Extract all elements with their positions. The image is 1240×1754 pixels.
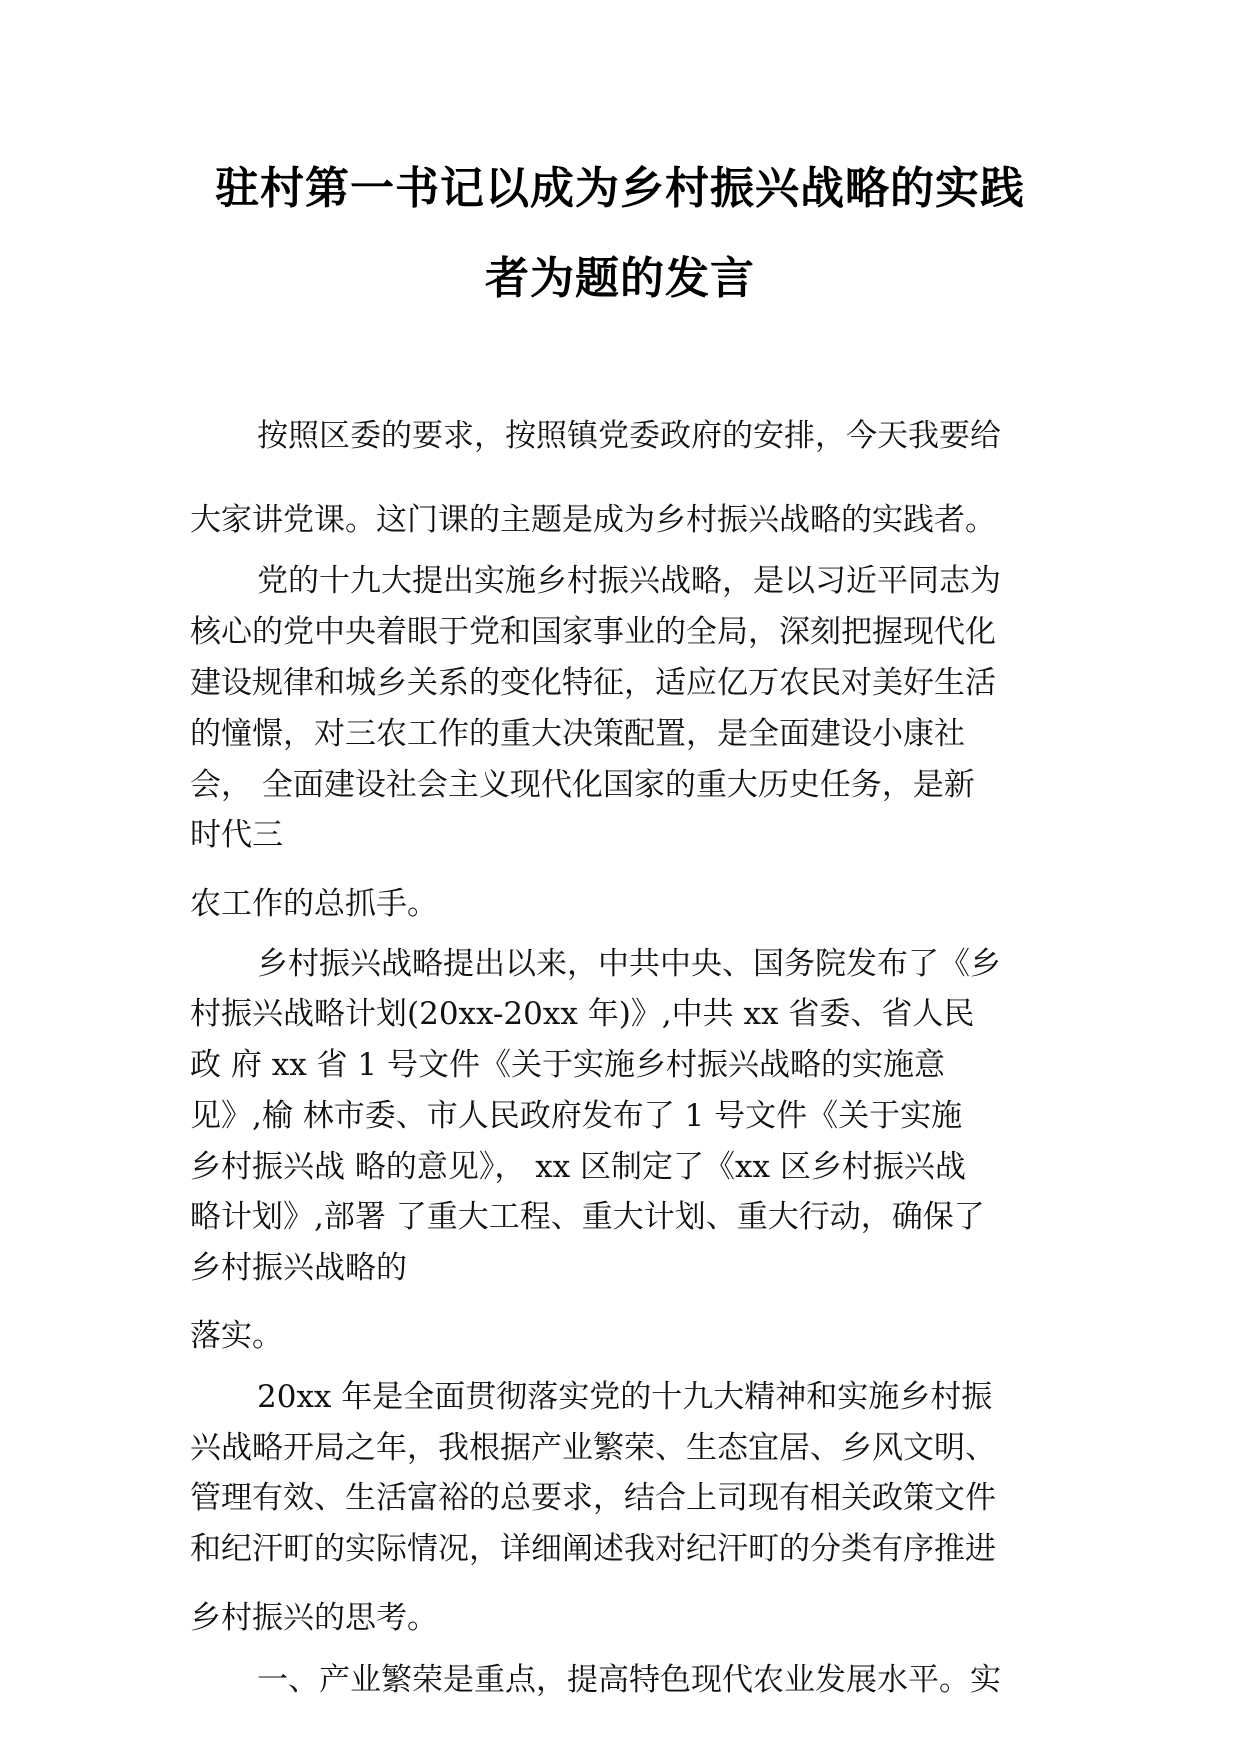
paragraph-line: 村振兴战略计划(20xx-20xx 年)》,中共 xx 省委、省人民 — [190, 996, 975, 1032]
paragraph-line: 一、产业繁荣是重点，提高特色现代农业发展水平。实 — [257, 1662, 1001, 1698]
document-title-line-2: 者为题的发言 — [485, 253, 755, 304]
paragraph-line: 见》,榆 林市委、市人民政府发布了 1 号文件《关于实施 — [190, 1098, 963, 1134]
paragraph-line: 建设规律和城乡关系的变化特征，适应亿万农民对美好生活 — [190, 665, 996, 701]
paragraph-line: 政 府 xx 省 1 号文件《关于实施乡村振兴战略的实施意 — [190, 1047, 945, 1083]
paragraph-line: 兴战略开局之年，我根据产业繁荣、生态宜居、乡风文明、 — [190, 1430, 996, 1466]
paragraph-line: 的憧憬，对三农工作的重大决策配置，是全面建设小康社 — [190, 716, 965, 752]
paragraph-line: 和纪汗町的实际情况，详细阐述我对纪汗町的分类有序推进 — [190, 1531, 996, 1567]
paragraph-line: 乡村振兴战略的 — [190, 1250, 407, 1286]
paragraph-line: 落实。 — [190, 1318, 283, 1354]
paragraph-line: 乡村振兴战 略的意见》， xx 区制定了《xx 区乡村振兴战 — [190, 1149, 966, 1185]
paragraph-line: 乡村振兴的思考。 — [190, 1600, 438, 1636]
paragraph-line: 农工作的总抓手。 — [190, 886, 438, 922]
paragraph-line: 乡村振兴战略提出以来，中共中央、国务院发布了《乡 — [257, 946, 1001, 982]
paragraph-line: 管理有效、生活富裕的总要求，结合上司现有相关政策文件 — [190, 1480, 996, 1516]
paragraph-line: 大家讲党课。这门课的主题是成为乡村振兴战略的实践者。 — [190, 502, 996, 538]
paragraph-line: 党的十九大提出实施乡村振兴战略，是以习近平同志为 — [257, 563, 1001, 599]
document-title-line-1: 驻村第一书记以成为乡村振兴战略的实践 — [215, 163, 1025, 214]
paragraph-line: 核心的党中央着眼于党和国家事业的全局，深刻把握现代化 — [190, 614, 996, 650]
paragraph-line: 20xx 年是全面贯彻落实党的十九大精神和实施乡村振 — [257, 1379, 993, 1415]
paragraph-line: 时代三 — [190, 817, 283, 853]
paragraph-line: 会， 全面建设社会主义现代化国家的重大历史任务，是新 — [190, 767, 975, 803]
paragraph-line: 按照区委的要求，按照镇党委政府的安排，今天我要给 — [257, 418, 1001, 454]
paragraph-line: 略计划》,部署 了重大工程、重大计划、重大行动，确保了 — [190, 1199, 985, 1235]
